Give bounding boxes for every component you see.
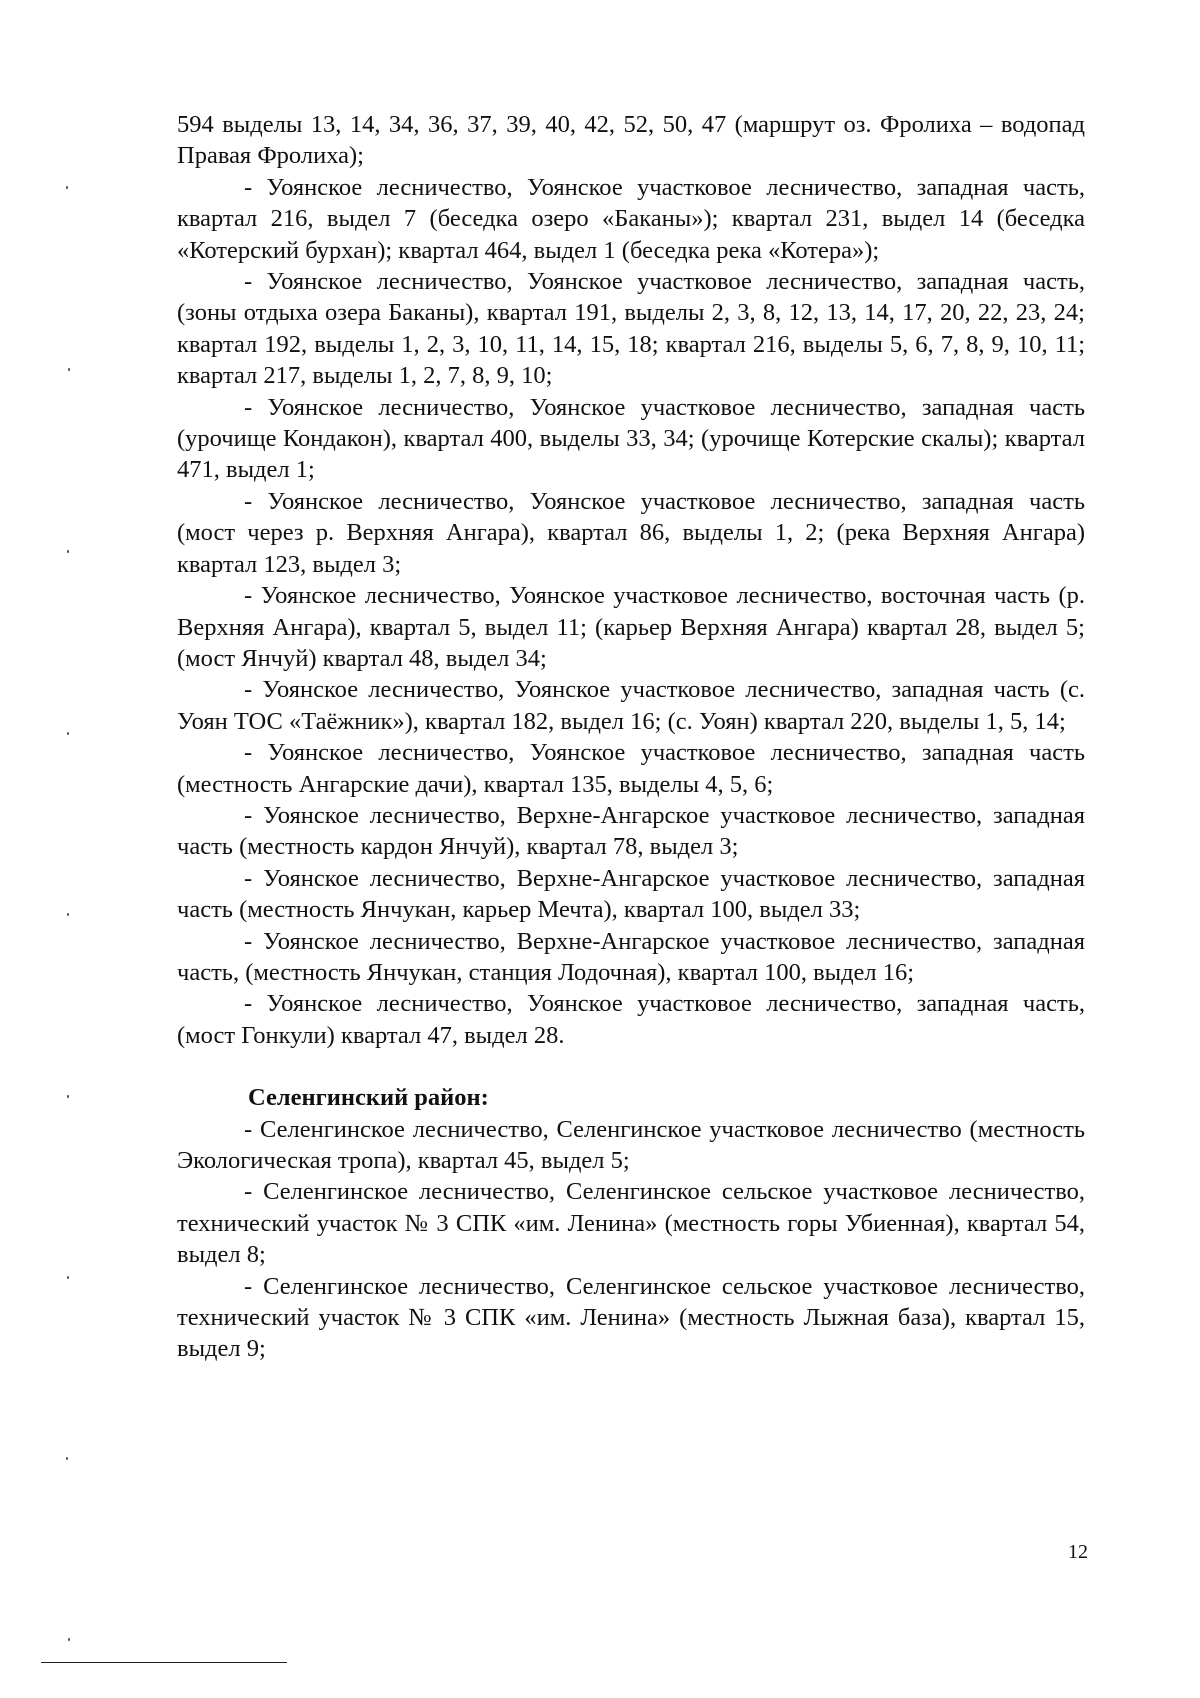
list-item: - Селенгинское лесничество, Селенгинское сельское участковое лесничество, технический участок № 3 СПК «им. Ленина» (местность горы Убиенная), квартал 54, выдел 8; [177,1178,1085,1269]
list-item: - Уоянское лесничество, Уоянское участковое лесничество, западная часть (местность Ангарские дачи), квартал 135, выделы 4, 5, 6; [177,739,1085,798]
footer-rule [41,1662,287,1663]
list-item: - Уоянское лесничество, Верхне-Ангарское участковое лесничество, западная часть (местность кардон Янчуй), квартал 78, выдел 3; [177,801,1085,861]
scan-speck [67,913,69,916]
list-item: - Уоянское лесничество, Верхне-Ангарское участковое лесничество, западная часть (местность Янчукан, карьер Мечта), квартал 100, выдел 33; [177,864,1085,924]
scan-speck [67,1276,69,1279]
list-item: - Уоянское лесничество, Уоянское участковое лесничество, западная часть (мост через р. Верхняя Ангара), квартал 86, выделы 1, 2; (река Верхняя Ангара) квартал 123, выдел 3; [177,487,1085,578]
list-item: - Уоянское лесничество, Уоянское участковое лесничество, западная часть (урочище Кондакон), квартал 400, выделы 33, 34; (урочище Котерские скалы); квартал 471, выдел 1; [177,393,1085,484]
document-body [177,109,1085,1365]
list-item: - Уоянское лесничество, Уоянское участковое лесничество, восточная часть (р. Верхняя Ангара), квартал 5, выдел 11; (карьер Верхняя Ангара) квартал 28, выдел 5; (мост Янчуй) квартал 48, выдел 34; [177,582,1085,672]
section-heading: Селенгинский район: [248,1084,489,1112]
scan-speck [67,732,69,735]
scan-speck [68,1638,70,1641]
page-number: 12 [1068,1541,1088,1563]
list-item: - Уоянское лесничество, Уоянское участковое лесничество, западная часть, (мост Гонкули) квартал 47, выдел 28. [177,990,1085,1049]
list-item: - Уоянское лесничество, Уоянское участковое лесничество, западная часть (с. Уоян ТОС «Таёжник»), квартал 182, выдел 16; (с. Уоян) квартал 220, выделы 1, 5, 14; [177,676,1085,735]
scan-speck [67,1095,69,1098]
list-item: - Селенгинское лесничество, Селенгинское сельское участковое лесничество, технический участок № 3 СПК «им. Ленина» (местность Лыжная база), квартал 15, выдел 9; [177,1272,1085,1363]
scan-speck [67,550,69,553]
scan-speck [66,1457,68,1460]
list-item: - Селенгинское лесничество, Селенгинское участковое лесничество (местность Экологическая тропа), квартал 45, выдел 5; [177,1115,1085,1174]
list-item: - Уоянское лесничество, Уоянское участковое лесничество, западная часть, квартал 216, выдел 7 (беседка озеро «Баканы»); квартал 231, выдел 14 (беседка «Котерский бурхан); квартал 464, выдел 1 (беседка река «Котера»); [177,173,1085,264]
scan-speck [68,368,70,371]
list-item: - Уоянское лесничество, Верхне-Ангарское участковое лесничество, западная часть, (местность Янчукан, станция Лодочная), квартал 100, выдел 16; [177,927,1085,986]
list-item: - Уоянское лесничество, Уоянское участковое лесничество, западная часть, (зоны отдыха озера Баканы), квартал 191, выделы 2, 3, 8, 12, 13, 14, 17, 20, 22, 23, 24; квартал 192, выделы 1, 2, 3, 10, 11, 14, 15, 18; квартал 216, выделы 5, 6, 7, 8, 9, 10, 11; квартал 217, выделы 1, 2, 7, 8, 9, 10; [177,268,1085,390]
paragraph: 594 выделы 13, 14, 34, 36, 37, 39, 40, 42, 52, 50, 47 (маршрут оз. Фролиха – водопад Правая Фролиха); [177,111,1085,170]
scan-speck [66,186,68,189]
